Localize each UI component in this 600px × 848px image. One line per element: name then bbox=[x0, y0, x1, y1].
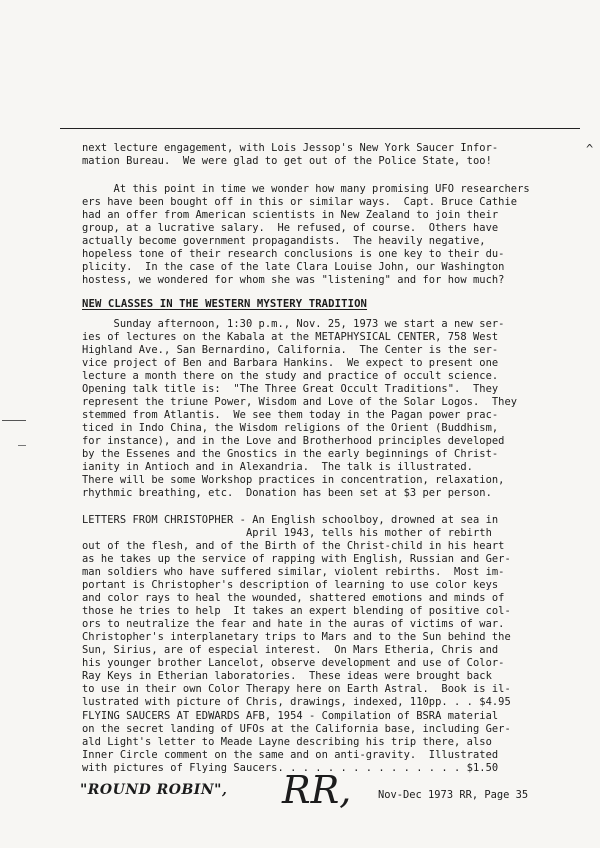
margin-mark-small bbox=[18, 445, 26, 446]
paragraph-lecture-engagement: next lecture engagement, with Lois Jessop's New York Saucer Infor- mation Bureau. We were glad to get out of the Police State, too! bbox=[82, 142, 499, 167]
paragraph-flying-saucers: FLYING SAUCERS AT EDWARDS AFB, 1954 - Compilation of BSRA material on the secret landing of UFOs at the California base, including Ger- ald Light's letter to Meade Layne describing his trip there, also Inner Circle comment on the same and on anti-gravity. Illustrated with pictures of Flying Saucers. . . . . . . . . . . . . . . $1.50 bbox=[82, 710, 511, 774]
top-rule bbox=[60, 128, 580, 129]
heading-new-classes: NEW CLASSES IN THE WESTERN MYSTERY TRADITION bbox=[82, 298, 368, 310]
paragraph-ufo-researchers: At this point in time we wonder how many promising UFO researchers ers have been bought off in this or similar ways. Capt. Bruce Cathie had an offer from American scientists in New Zealand to join their group, at a lucrative salary. He refused, of course. Others have actually become government propagandists. The heavily negative, hopeless tone of their research conclusions is one key to their du- plicity. In the case of the late Clara Louise John, our Washington hostess, we wondered for whom she was "listening" and for how much? bbox=[82, 183, 530, 286]
handwritten-initials: RR, bbox=[282, 768, 352, 812]
margin-mark bbox=[2, 420, 26, 421]
paragraph-letters-from-christopher: LETTERS FROM CHRISTOPHER - An English schoolboy, drowned at sea in April 1943, tells his mother of rebirth out of the flesh, and of the Birth of the Christ-child in his heart as he takes up the service of rapping with English, Russian and Ger- man soldiers who have suffered similar, violent rebirths. Most im- portant is Christopher's description of learning to use color keys and color rays to heal the wounded, shattered emotions and minds of those he tries to help It takes an expert blending of positive col- ors to neutralize the fear and hate in the auras of victims of war. Christopher's interplanetary trips to Mars and to the Sun behind the Sun, Sirius, are of especial interest. On Mars Etheria, Chris and his younger brother Lancelot, observe development and use of Color- Ray Keys in Etherian laboratories. These ideas were brought back to use in their own Color Therapy here on Earth Astral. Book is il- lustrated with picture of Chris, drawings, indexed, 110pp. . . $4.95 bbox=[82, 514, 511, 708]
page-footer: Nov-Dec 1973 RR, Page 35 bbox=[378, 789, 529, 801]
handwritten-round-robin: "ROUND ROBIN", bbox=[80, 782, 228, 798]
stray-mark: ^ bbox=[586, 142, 594, 156]
paragraph-new-classes: Sunday afternoon, 1:30 p.m., Nov. 25, 1973 we start a new ser- ies of lectures on the Kabala at the METAPHYSICAL CENTER, 758 West Highland Ave., San Bernardino, California. The Center is the ser- vice project of Ben and Barbara Hankins. We expect to present one lecture a month there on the study and practice of occult science. Opening talk title is: "The Three Great Occult Traditions". They represent the triune Power, Wisdom and Love of the Solar Logos. They stemmed from Atlantis. We see them today in the Pagan power prac- ticed in Indo China, the Wisdom religions of the Orient (Buddhism, for instance), and in the Love and Brotherhood principles developed by the Essenes and the Gnostics in the early beginnings of Christ- ianity in Antioch and in Alexandria. The talk is illustrated. There will be some Workshop practices in concentration, relaxation, rhythmic breathing, etc. Donation has been set at $3 per person. bbox=[82, 318, 518, 499]
